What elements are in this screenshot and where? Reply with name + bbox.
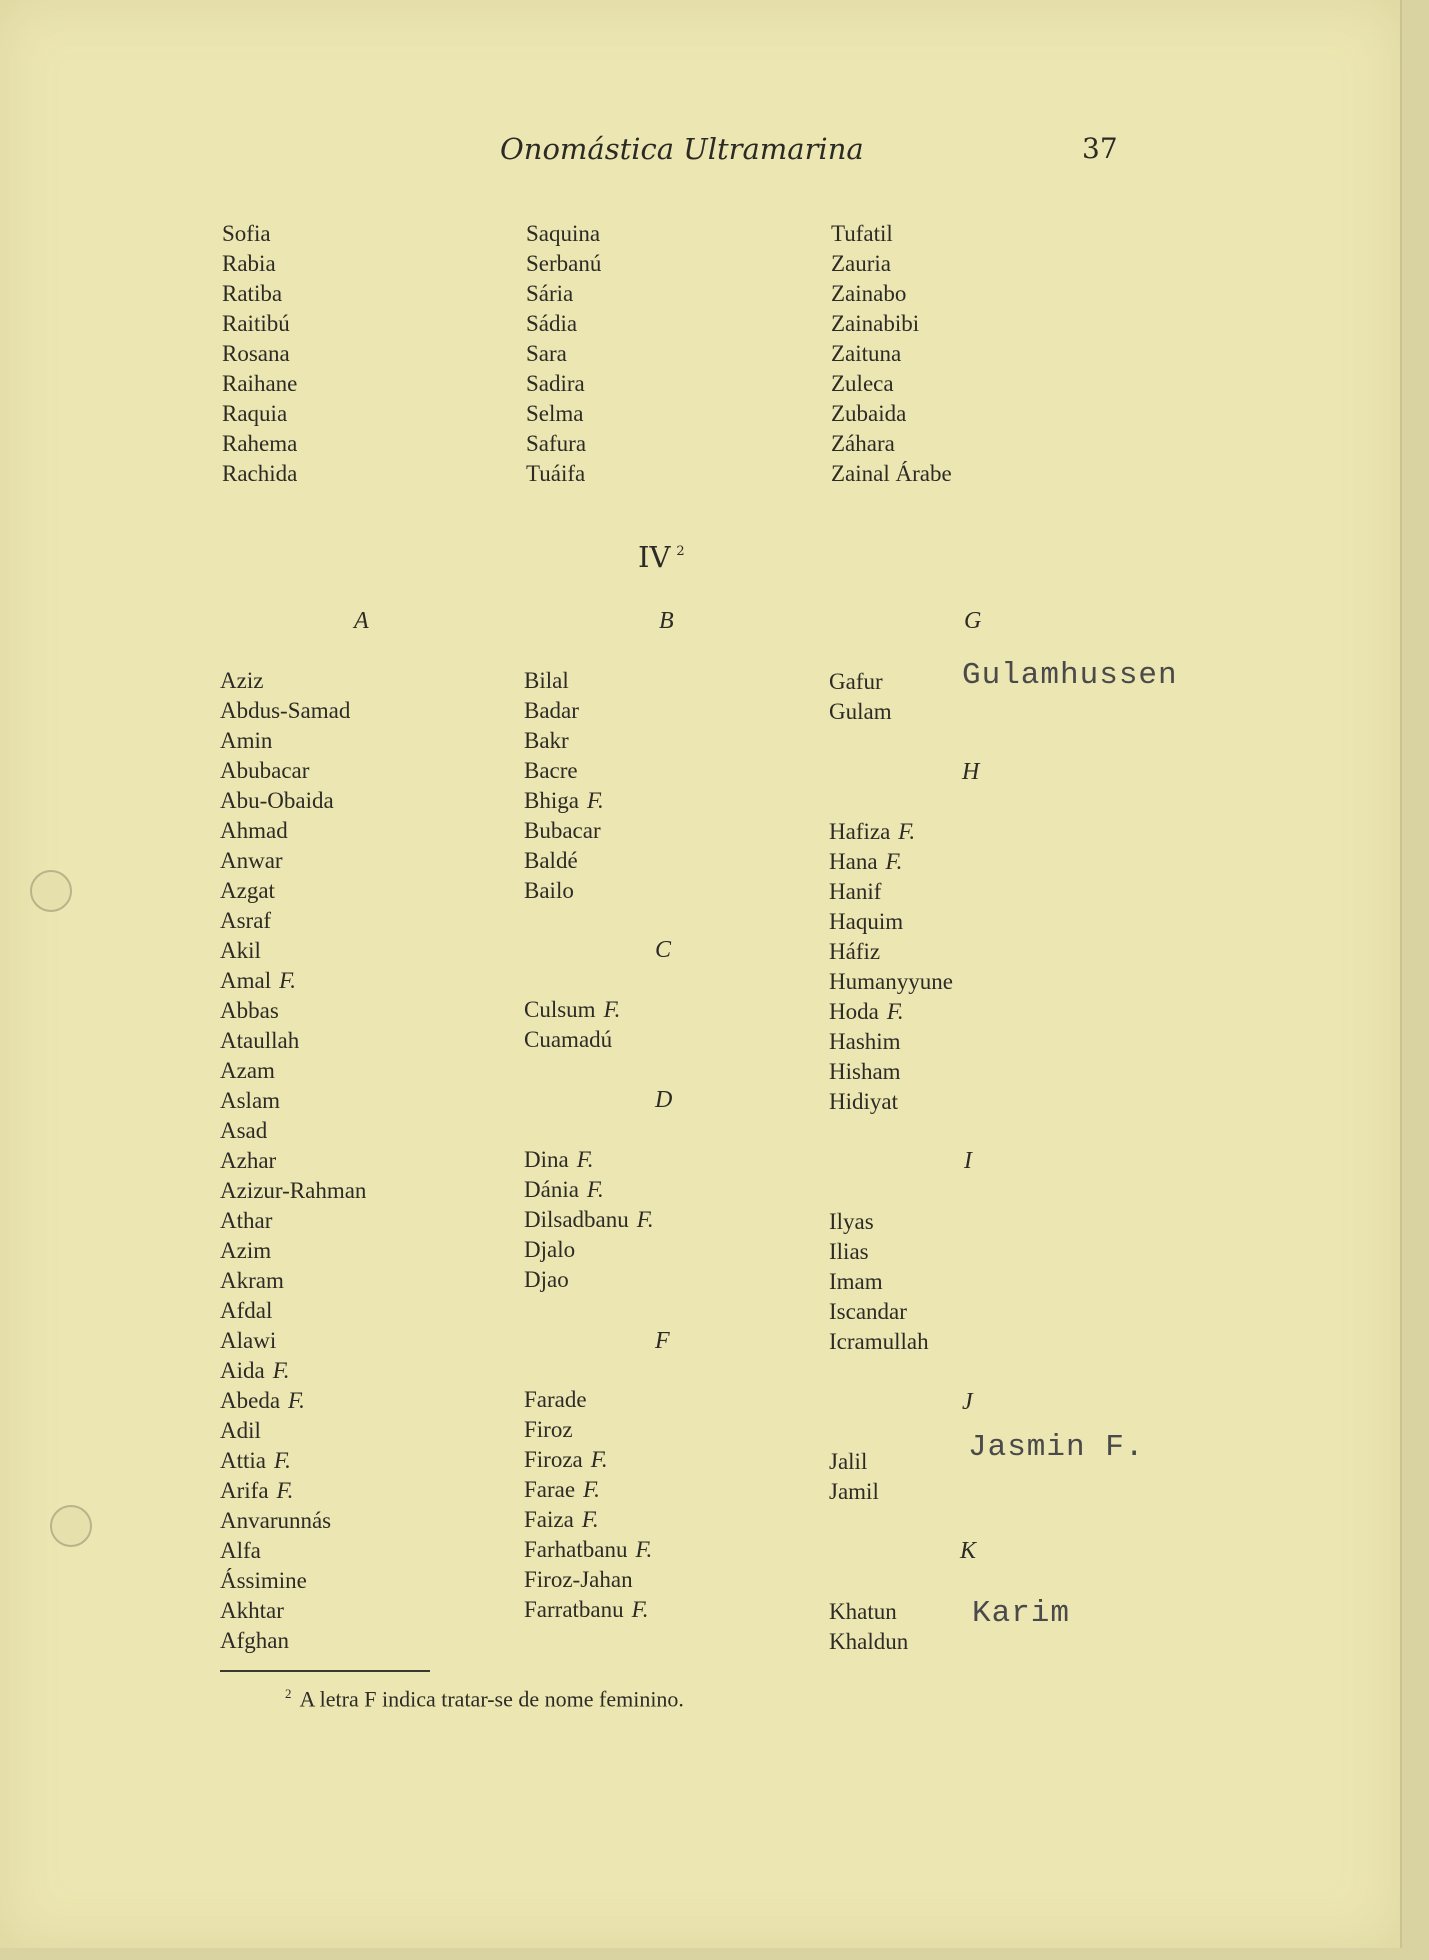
feminine-marker: F.	[886, 999, 904, 1024]
name-entry	[524, 1025, 620, 1055]
name-entry: Sara	[526, 341, 567, 366]
name-text: Farae	[524, 1477, 576, 1502]
name-entry	[524, 1385, 652, 1415]
feminine-marker: F.	[586, 788, 604, 813]
name-text: Dilsadbanu	[524, 1207, 629, 1232]
name-entry	[829, 1237, 929, 1267]
name-text: Culsum	[524, 997, 596, 1022]
name-entry	[220, 1416, 366, 1446]
name-entry	[220, 1086, 366, 1116]
name-text: Afghan	[220, 1628, 289, 1653]
feminine-marker: F.	[636, 1207, 654, 1232]
name-entry	[829, 1087, 953, 1117]
name-text: Asad	[220, 1118, 268, 1143]
name-entry: Rosana	[222, 341, 290, 366]
name-text: Iscandar	[829, 1299, 907, 1324]
name-text: Ilias	[829, 1239, 869, 1264]
name-entry: Tuáifa	[526, 461, 586, 486]
name-entry	[524, 1145, 654, 1175]
name-entry	[220, 666, 366, 696]
name-entry	[220, 1206, 366, 1236]
name-entry	[220, 1146, 366, 1176]
name-entry	[220, 1596, 366, 1626]
name-entry	[220, 1626, 366, 1656]
names-column-3	[831, 219, 952, 489]
name-text: Azizur-Rahman	[220, 1178, 367, 1203]
name-entry	[524, 846, 604, 876]
name-text: Icramullah	[829, 1329, 929, 1354]
name-entry	[220, 1326, 366, 1356]
typed-addition-g: Gulamhussen	[962, 658, 1178, 693]
name-entry: Sofia	[222, 221, 271, 246]
name-entry: Sádia	[526, 311, 578, 336]
name-text: Farhatbanu	[524, 1537, 628, 1562]
name-text: Bhiga	[524, 788, 579, 813]
letter-heading-f: F	[655, 1328, 670, 1354]
name-text: Faiza	[524, 1507, 574, 1532]
name-entry	[829, 847, 953, 877]
name-entry	[524, 1415, 652, 1445]
name-text: Dánia	[524, 1177, 579, 1202]
name-entry	[829, 997, 953, 1027]
name-text: Aziz	[220, 668, 264, 693]
name-entry	[220, 846, 366, 876]
name-entry: Zuleca	[831, 371, 894, 396]
name-entry	[829, 1627, 908, 1657]
name-entry	[220, 876, 366, 906]
name-entry	[829, 1327, 929, 1357]
name-entry	[829, 697, 892, 727]
name-entry	[220, 1176, 366, 1206]
running-head	[0, 132, 1400, 172]
name-text: Bubacar	[524, 818, 601, 843]
feminine-marker: F.	[274, 1448, 291, 1473]
names-column-j	[829, 1447, 879, 1507]
names-column-f	[524, 1385, 652, 1625]
name-entry	[220, 906, 366, 936]
name-entry: Sária	[526, 281, 574, 306]
name-text: Azam	[220, 1058, 275, 1083]
name-entry	[220, 1116, 366, 1146]
running-title: Onomástica Ultramarina	[500, 132, 864, 166]
name-text: Aida	[220, 1358, 265, 1383]
name-entry	[524, 1175, 654, 1205]
name-text: Firoza	[524, 1447, 583, 1472]
section-heading	[638, 540, 685, 574]
name-entry	[829, 817, 953, 847]
name-entry	[524, 1565, 652, 1595]
name-entry	[220, 1266, 366, 1296]
name-entry	[829, 967, 953, 997]
feminine-marker: F.	[885, 849, 903, 874]
feminine-marker: F.	[279, 968, 296, 993]
name-entry	[829, 937, 953, 967]
names-column-1	[222, 219, 297, 489]
name-entry	[220, 786, 366, 816]
name-text: Bakr	[524, 728, 569, 753]
name-entry: Sadira	[526, 371, 585, 396]
name-text: Jalil	[829, 1449, 868, 1474]
name-entry	[829, 1207, 929, 1237]
name-text: Amin	[220, 728, 273, 753]
name-text: Bilal	[524, 668, 569, 693]
name-text: Azim	[220, 1238, 272, 1263]
name-text: Bailo	[524, 878, 574, 903]
name-entry	[829, 667, 892, 697]
letter-heading-b: B	[659, 608, 674, 634]
punch-hole	[30, 870, 72, 912]
feminine-marker: F.	[272, 1358, 290, 1383]
name-entry	[220, 1236, 366, 1266]
name-text: Djalo	[524, 1237, 576, 1262]
feminine-marker: F.	[288, 1388, 305, 1413]
name-text: Hidiyat	[829, 1089, 898, 1114]
name-text: Humanyyune	[829, 969, 953, 994]
name-entry	[524, 1535, 652, 1565]
name-entry	[829, 1447, 879, 1477]
name-entry	[829, 1477, 879, 1507]
name-entry	[220, 1536, 366, 1566]
letter-heading-k: K	[960, 1538, 977, 1564]
name-entry: Safura	[526, 431, 587, 456]
name-entry	[524, 1265, 654, 1295]
name-entry	[524, 1235, 654, 1265]
name-entry	[829, 1057, 953, 1087]
letter-heading-g: G	[964, 608, 982, 634]
name-entry: Zainabibi	[831, 311, 920, 336]
name-text: Ássimine	[220, 1568, 307, 1593]
feminine-marker: F.	[583, 1477, 600, 1502]
footnote-rule	[220, 1670, 430, 1672]
name-entry	[220, 1296, 366, 1326]
feminine-marker: F.	[631, 1597, 649, 1622]
name-text: Firoz-Jahan	[524, 1567, 633, 1592]
name-text: Aslam	[220, 1088, 281, 1113]
names-column-a	[220, 666, 366, 1656]
name-entry	[524, 696, 604, 726]
name-text: Gafur	[829, 669, 883, 694]
name-text: Hanif	[829, 879, 882, 904]
name-entry: Tufatil	[831, 221, 893, 246]
name-entry	[524, 1475, 652, 1505]
name-text: Asraf	[220, 908, 272, 933]
feminine-marker: F.	[898, 819, 916, 844]
name-entry: Záhara	[831, 431, 895, 456]
name-entry	[220, 816, 366, 846]
feminine-marker: F.	[581, 1507, 599, 1532]
letter-heading-a: A	[354, 608, 369, 634]
name-text: Hafiza	[829, 819, 891, 844]
name-entry	[524, 1445, 652, 1475]
name-entry: Zauria	[831, 251, 892, 276]
name-text: Anvarunnás	[220, 1508, 332, 1533]
name-text: Anwar	[220, 848, 283, 873]
letter-heading-i: I	[964, 1148, 972, 1174]
name-text: Ataullah	[220, 1028, 300, 1053]
name-text: Azgat	[220, 878, 275, 903]
name-text: Gulam	[829, 699, 892, 724]
name-text: Baldé	[524, 848, 578, 873]
name-text: Imam	[829, 1269, 883, 1294]
name-text: Khaldun	[829, 1629, 909, 1654]
name-text: Dina	[524, 1147, 569, 1172]
name-text: Alawi	[220, 1328, 277, 1353]
name-entry	[829, 877, 953, 907]
name-entry	[524, 1505, 652, 1535]
name-entry	[220, 1386, 366, 1416]
name-text: Abeda	[220, 1388, 281, 1413]
name-entry: Rabia	[222, 251, 276, 276]
name-text: Abubacar	[220, 758, 310, 783]
name-entry	[220, 936, 366, 966]
names-column-2	[526, 219, 601, 489]
footnote-ref: 2	[676, 544, 685, 559]
name-text: Ahmad	[220, 818, 288, 843]
feminine-marker: F.	[276, 1478, 294, 1503]
typed-addition-j: Jasmin F.	[968, 1430, 1145, 1465]
name-entry: Zainal Árabe	[831, 461, 952, 486]
feminine-marker: F.	[586, 1177, 604, 1202]
name-entry	[220, 1476, 366, 1506]
name-entry	[829, 1027, 953, 1057]
name-text: Attia	[220, 1448, 266, 1473]
name-entry: Serbanú	[526, 251, 602, 276]
name-text: Akram	[220, 1268, 284, 1293]
letter-heading-h: H	[962, 759, 980, 785]
name-entry: Zubaida	[831, 401, 907, 426]
name-entry	[524, 995, 620, 1025]
section-heading-text: IV	[638, 540, 671, 574]
name-entry	[220, 1026, 366, 1056]
footnote-text: A letra F indica tratar-se de nome feminino.	[299, 1686, 684, 1712]
name-entry	[524, 786, 604, 816]
letter-heading-d: D	[655, 1087, 673, 1113]
name-text: Afdal	[220, 1298, 273, 1323]
name-entry	[524, 756, 604, 786]
name-entry	[220, 1056, 366, 1086]
name-text: Abbas	[220, 998, 279, 1023]
names-column-h	[829, 817, 953, 1117]
names-column-g	[829, 667, 892, 727]
names-column-i	[829, 1207, 929, 1357]
name-text: Arifa	[220, 1478, 269, 1503]
punch-hole	[50, 1505, 92, 1547]
name-entry	[220, 756, 366, 786]
name-entry	[220, 1446, 366, 1476]
names-column-d	[524, 1145, 654, 1295]
name-text: Jamil	[829, 1479, 879, 1504]
name-text: Hoda	[829, 999, 879, 1024]
name-entry	[524, 1595, 652, 1625]
name-text: Akhtar	[220, 1598, 284, 1623]
name-entry: Raihane	[222, 371, 298, 396]
name-entry	[829, 907, 953, 937]
typed-addition-k: Karim	[972, 1596, 1071, 1631]
name-entry	[220, 726, 366, 756]
name-entry: Zaituna	[831, 341, 902, 366]
footnote-marker: 2	[285, 1686, 292, 1701]
name-entry	[220, 696, 366, 726]
name-entry	[220, 1566, 366, 1596]
name-entry: Saquina	[526, 221, 601, 246]
name-entry: Rachida	[222, 461, 298, 486]
feminine-marker: F.	[603, 997, 621, 1022]
name-text: Athar	[220, 1208, 273, 1233]
name-entry: Ratiba	[222, 281, 283, 306]
name-text: Amal	[220, 968, 272, 993]
name-entry	[220, 1506, 366, 1536]
name-entry	[829, 1267, 929, 1297]
name-entry	[524, 1205, 654, 1235]
name-entry: Selma	[526, 401, 584, 426]
name-text: Hana	[829, 849, 878, 874]
names-column-c	[524, 995, 620, 1055]
name-text: Alfa	[220, 1538, 261, 1563]
name-text: Cuamadú	[524, 1027, 613, 1052]
name-entry: Raquia	[222, 401, 288, 426]
name-entry: Rahema	[222, 431, 298, 456]
name-entry	[524, 726, 604, 756]
name-entry	[829, 1597, 908, 1627]
letter-heading-j: J	[962, 1389, 973, 1415]
name-text: Ilyas	[829, 1209, 874, 1234]
page-number: 37	[1082, 132, 1118, 165]
name-text: Haquim	[829, 909, 904, 934]
footnote	[285, 1686, 684, 1712]
name-text: Khatun	[829, 1599, 897, 1624]
name-text: Azhar	[220, 1148, 277, 1173]
name-text: Firoz	[524, 1417, 573, 1442]
names-column-k	[829, 1597, 908, 1657]
name-text: Farade	[524, 1387, 587, 1412]
name-entry	[524, 876, 604, 906]
name-entry: Zainabo	[831, 281, 907, 306]
name-entry	[524, 816, 604, 846]
name-entry	[829, 1297, 929, 1327]
name-text: Farratbanu	[524, 1597, 624, 1622]
feminine-marker: F.	[590, 1447, 608, 1472]
name-entry	[524, 666, 604, 696]
name-text: Djao	[524, 1267, 569, 1292]
name-text: Adil	[220, 1418, 261, 1443]
name-entry	[220, 966, 366, 996]
feminine-marker: F.	[635, 1537, 653, 1562]
letter-heading-c: C	[655, 937, 672, 963]
name-text: Akil	[220, 938, 261, 963]
names-column-b	[524, 666, 604, 906]
feminine-marker: F.	[576, 1147, 594, 1172]
name-text: Bacre	[524, 758, 578, 783]
name-text: Hisham	[829, 1059, 901, 1084]
name-entry	[220, 1356, 366, 1386]
name-text: Háfiz	[829, 939, 881, 964]
name-text: Abdus-Samad	[220, 698, 351, 723]
name-text: Abu-Obaida	[220, 788, 334, 813]
name-entry	[220, 996, 366, 1026]
name-text: Badar	[524, 698, 579, 723]
name-entry: Raitibú	[222, 311, 290, 336]
name-text: Hashim	[829, 1029, 901, 1054]
